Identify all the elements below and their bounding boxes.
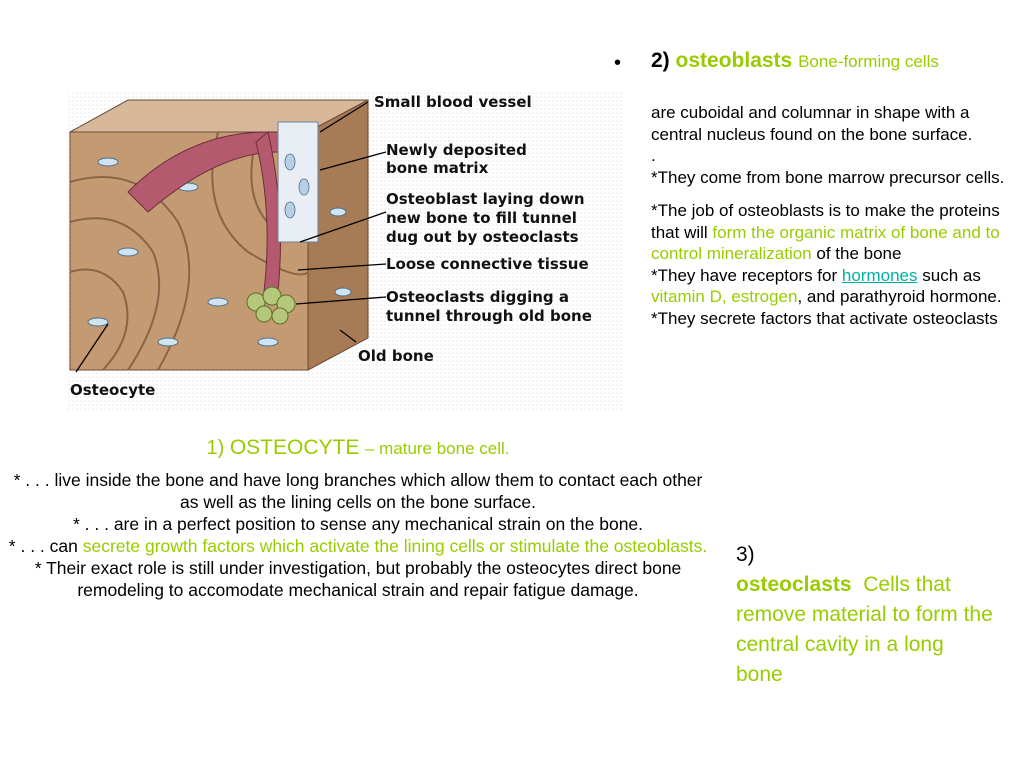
osteocyte-line-4: * Their exact role is still under investigation, but probably the osteocytes direct bone remodeling to accomodate mechanical strain and repair fatigue damage. [34,558,682,600]
label-osteoclasts-1: Osteoclasts digging a [386,288,569,306]
osteoblast-vitamins: vitamin D, estrogen [651,287,798,306]
bullet-point: • [614,52,622,74]
osteoblast-secrete: *They secrete factors that activate osteoclasts [651,308,998,328]
osteoblast-name: osteoblasts [675,49,793,72]
osteocyte-description [8,469,708,601]
hormones-link[interactable]: hormones [841,265,918,285]
bone-remodeling-diagram [68,92,624,410]
label-old-bone: Old bone [358,347,434,365]
osteocyte-heading [0,436,716,460]
label-loose-tissue: Loose connective tissue [386,255,589,273]
osteoclast-name: osteoclasts [736,573,852,596]
osteocyte-line-3 [8,535,708,557]
label-matrix-2: bone matrix [386,159,489,177]
osteocyte-number: 1) [206,437,225,459]
osteoclast-block [736,540,996,690]
osteoblast-dot: . [651,146,656,165]
osteoclast-text [736,570,996,690]
osteoblast-job [651,200,1016,265]
osteoblast-job-prefix: *The job of osteoblasts is to make the proteins that will [651,201,1000,242]
osteoblast-definition: Bone-forming cells [798,52,939,71]
label-osteoblast-3: dug out by osteoclasts [386,228,579,246]
osteoblast-receptors-prefix: *They have receptors for [651,265,838,285]
osteoblast-receptors-suffix: , and parathyroid hormone. [797,287,1002,306]
osteocyte-line-2: * . . . are in a perfect position to sense any mechanical strain on the bone. [72,514,644,534]
osteocyte-name: OSTEOCYTE [229,436,360,459]
osteocyte-growth-factors: secrete growth factors which activate the lining cells or stimulate the osteoblasts. [82,536,708,556]
osteoblast-receptors [651,265,1016,308]
label-osteoblast-1: Osteoblast laying down [386,190,585,208]
osteoblast-description [651,102,1016,329]
label-osteocyte: Osteocyte [70,381,156,399]
label-osteoclasts-2: tunnel through old bone [386,307,592,325]
osteoclast-number: 3) [736,543,755,566]
osteoblast-receptors-mid: such as [922,265,981,285]
bone-block-illustration [68,92,624,410]
osteoblast-job-highlight: form the organic matrix of bone and to control mineralization [651,222,1000,263]
osteocyte-line-3-prefix: * . . . can [8,536,78,556]
osteoblast-origin: *They come from bone marrow precursor cells. [651,167,1005,187]
label-osteoblast-2: new bone to fill tunnel [386,209,577,227]
osteoblast-heading [651,50,1011,73]
osteoblast-number: 2) [651,49,670,72]
osteoblast-shape: are cuboidal and columnar in shape with a central nucleus found on the bone surface. [651,103,973,144]
label-matrix-1: Newly deposited [386,141,527,159]
label-blood-vessel: Small blood vessel [374,93,532,111]
osteoclast-definition: Cells that remove material to form the central cavity in a long bone [736,573,993,686]
osteocyte-definition: – mature bone cell. [364,439,510,458]
osteocyte-line-1: * . . . live inside the bone and have long branches which allow them to contact each other as well as the lining cells on the bone surface. [13,470,703,512]
osteoblast-job-suffix: of the bone [816,244,902,263]
